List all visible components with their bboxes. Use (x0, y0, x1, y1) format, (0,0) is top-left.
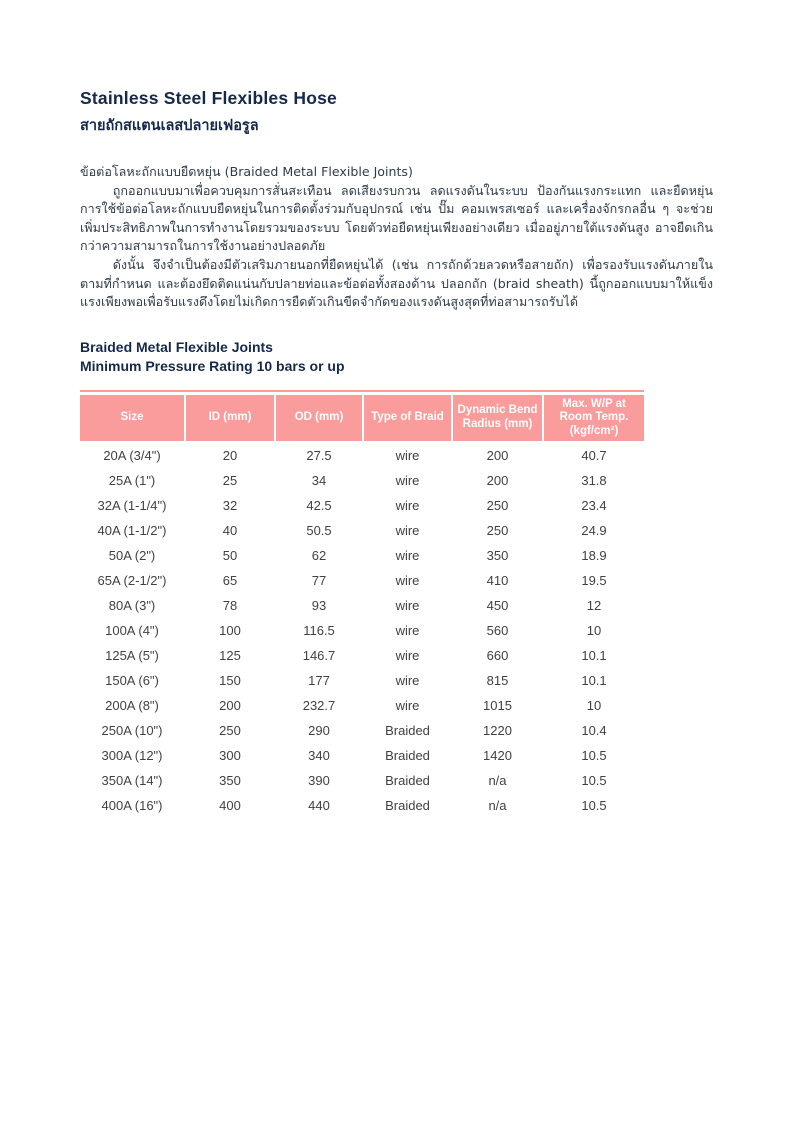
table-cell-size: 300A (12") (101, 747, 163, 763)
table-cell-id: 20 (222, 447, 238, 463)
table-cell-id: 350 (219, 772, 241, 788)
table-cell-size: 65A (2-1/2") (97, 572, 167, 588)
table-cell-id: 40 (222, 522, 238, 538)
table-cell-braid-type: wire (395, 472, 420, 488)
table-cell-bend-radius: 410 (486, 572, 509, 588)
table-cell-size: 350A (14") (101, 772, 163, 788)
table-row (80, 518, 644, 543)
table-cell-id: 300 (219, 747, 241, 763)
page-subtitle-thai: สายถักสแตนเลสปลายเฟอรูล (80, 118, 259, 134)
table-header-cell: ID (mm) (186, 395, 274, 441)
table-cell-max-wp: 12 (586, 597, 602, 613)
table-cell-id: 50 (222, 547, 238, 563)
table-cell-od: 440 (308, 797, 330, 813)
table-row (80, 543, 644, 568)
table-row (80, 643, 644, 668)
table-cell-max-wp: 31.8 (581, 472, 607, 488)
table-header-cell: Dynamic Bend Radius (mm) (453, 395, 542, 441)
table-cell-braid-type: wire (395, 447, 420, 463)
table-cell-bend-radius: 560 (486, 622, 509, 638)
table-header-cell: Type of Braid (364, 395, 451, 441)
table-cell-max-wp: 18.9 (581, 547, 607, 563)
table-cell-od: 232.7 (302, 697, 336, 713)
table-cell-bend-radius: 250 (486, 522, 509, 538)
table-cell-bend-radius: 1220 (483, 722, 512, 738)
table-cell-bend-radius: 450 (486, 597, 509, 613)
section-heading-line1: Braided Metal Flexible Joints (80, 338, 273, 355)
table-cell-id: 400 (219, 797, 241, 813)
table-cell-braid-type: wire (395, 547, 420, 563)
table-cell-braid-type: Braided (385, 747, 430, 763)
table-cell-bend-radius: 1015 (483, 697, 512, 713)
table-cell-size: 40A (1-1/2") (97, 522, 167, 538)
table-cell-max-wp: 10.1 (581, 647, 607, 663)
table-cell-od: 177 (308, 672, 330, 688)
table-row (80, 568, 644, 593)
table-row (80, 668, 644, 693)
table-top-border (80, 390, 644, 392)
table-cell-max-wp: 40.7 (581, 447, 607, 463)
table-row (80, 768, 644, 793)
table-cell-od: 93 (311, 597, 327, 613)
table-cell-braid-type: Braided (385, 722, 430, 738)
table-cell-id: 100 (219, 622, 241, 638)
table-row (80, 718, 644, 743)
table-header-cell: Size (80, 395, 184, 441)
table-cell-size: 32A (1-1/4") (97, 497, 167, 513)
section-heading (80, 338, 713, 376)
table-cell-braid-type: wire (395, 522, 420, 538)
table-cell-od: 27.5 (306, 447, 332, 463)
table-cell-bend-radius: 200 (486, 447, 509, 463)
table-cell-max-wp: 23.4 (581, 497, 607, 513)
table-cell-size: 25A (1") (108, 472, 156, 488)
section-heading-line2: Minimum Pressure Rating 10 bars or up (80, 357, 345, 374)
table-cell-braid-type: wire (395, 572, 420, 588)
table-cell-od: 390 (308, 772, 330, 788)
intro-lead-line: ข้อต่อโลหะถักแบบยืดหยุ่น (Braided Metal Flexible Joints) (80, 164, 413, 179)
table-cell-braid-type: wire (395, 697, 420, 713)
table-cell-braid-type: wire (395, 497, 420, 513)
table-cell-od: 42.5 (306, 497, 332, 513)
table-cell-max-wp: 10.5 (581, 772, 607, 788)
table-cell-bend-radius: 200 (486, 472, 509, 488)
table-row (80, 743, 644, 768)
table-cell-max-wp: 10 (586, 622, 602, 638)
table-body (80, 443, 644, 818)
table-cell-size: 125A (5") (105, 647, 159, 663)
table-cell-max-wp: 10.5 (581, 747, 607, 763)
table-cell-size: 80A (3") (108, 597, 156, 613)
intro-block (80, 163, 713, 312)
table-cell-max-wp: 19.5 (581, 572, 607, 588)
table-cell-bend-radius: 1420 (483, 747, 512, 763)
table-cell-size: 250A (10") (101, 722, 163, 738)
table-cell-id: 125 (219, 647, 241, 663)
table-cell-size: 20A (3/4") (103, 447, 161, 463)
table-cell-id: 78 (222, 597, 238, 613)
intro-paragraph-2: ดังนั้น จึงจำเป็นต้องมีตัวเสริมภายนอกที่ยืดหยุ่นได้ (เช่น การถักด้วยลวดหรือสายถัก) เพื่อรองรับแรงดันภายในตามที่กำหนด และต้องยึดติดแน่นกับปลายท่อและข้อต่อทั้งสองด้าน ปลอกถัก (braid sheath) นี้ถูกออกแบบมาให้แข็งแรงเพียงพอเพื่อรับแรงดึงโดยไม่เกิดการยืดตัวเกินขีดจำกัดของแรงดันสูงสุดที่ท่อสามารถรับได้ (80, 256, 713, 310)
table-cell-max-wp: 10.5 (581, 797, 607, 813)
table-row (80, 618, 644, 643)
table-row (80, 693, 644, 718)
table-cell-bend-radius: 660 (486, 647, 509, 663)
table-cell-od: 34 (311, 472, 327, 488)
table-header-row (80, 395, 644, 441)
table-header-cell: OD (mm) (276, 395, 362, 441)
table-cell-size: 100A (4") (105, 622, 159, 638)
table-cell-id: 200 (219, 697, 241, 713)
table-cell-id: 65 (222, 572, 238, 588)
table-cell-od: 116.5 (303, 622, 335, 638)
table-cell-braid-type: wire (395, 622, 420, 638)
table-cell-braid-type: Braided (385, 797, 430, 813)
table-cell-size: 400A (16") (101, 797, 163, 813)
table-header-cell: Max. W/P at Room Temp. (kgf/cm²) (544, 395, 644, 441)
table-cell-id: 32 (222, 497, 238, 513)
table-cell-id: 25 (222, 472, 238, 488)
table-cell-od: 340 (308, 747, 330, 763)
table-cell-braid-type: Braided (385, 772, 430, 788)
table-cell-bend-radius: 250 (486, 497, 509, 513)
table-cell-bend-radius: 815 (486, 672, 509, 688)
table-cell-size: 50A (2") (108, 547, 156, 563)
table-cell-max-wp: 10 (586, 697, 602, 713)
table-row (80, 443, 644, 468)
spec-table (80, 390, 644, 818)
table-row (80, 593, 644, 618)
table-cell-max-wp: 24.9 (581, 522, 607, 538)
intro-paragraph-1: ถูกออกแบบมาเพื่อควบคุมการสั่นสะเทือน ลดเสียงรบกวน ลดแรงดันในระบบ ป้องกันแรงกระแทก และยืดหยุ่น การใช้ข้อต่อโลหะถักแบบยืดหยุ่นในการติดตั้งร่วมกับอุปกรณ์ เช่น ปั๊ม คอมเพรสเซอร์ และเครื่องจักรกลอื่น ๆ จะช่วยเพิ่มประสิทธิภาพในการทำงานโดยรวมของระบบ โดยตัวท่อยืดหยุ่นเพียงอย่างเดียว เมื่ออยู่ภายใต้แรงดันสูง อาจยืดเกินกว่าความสามารถในการใช้งานอย่างปลอดภัย (80, 182, 713, 254)
table-cell-id: 250 (219, 722, 241, 738)
table-row (80, 493, 644, 518)
table-cell-bend-radius: n/a (488, 772, 507, 788)
table-cell-od: 62 (311, 547, 327, 563)
table-row (80, 793, 644, 818)
table-row (80, 468, 644, 493)
table-cell-od: 290 (308, 722, 330, 738)
table-cell-bend-radius: 350 (486, 547, 509, 563)
table-cell-od: 77 (311, 572, 327, 588)
table-cell-braid-type: wire (395, 672, 420, 688)
table-cell-bend-radius: n/a (488, 797, 507, 813)
table-cell-od: 50.5 (306, 522, 332, 538)
table-cell-max-wp: 10.1 (581, 672, 607, 688)
table-cell-id: 150 (219, 672, 241, 688)
table-cell-braid-type: wire (395, 597, 420, 613)
table-cell-od: 146.7 (302, 647, 336, 663)
table-cell-max-wp: 10.4 (581, 722, 607, 738)
table-cell-braid-type: wire (395, 647, 420, 663)
page-title: Stainless Steel Flexibles Hose (80, 88, 337, 108)
table-cell-size: 200A (8") (105, 697, 159, 713)
table-cell-size: 150A (6") (105, 672, 159, 688)
